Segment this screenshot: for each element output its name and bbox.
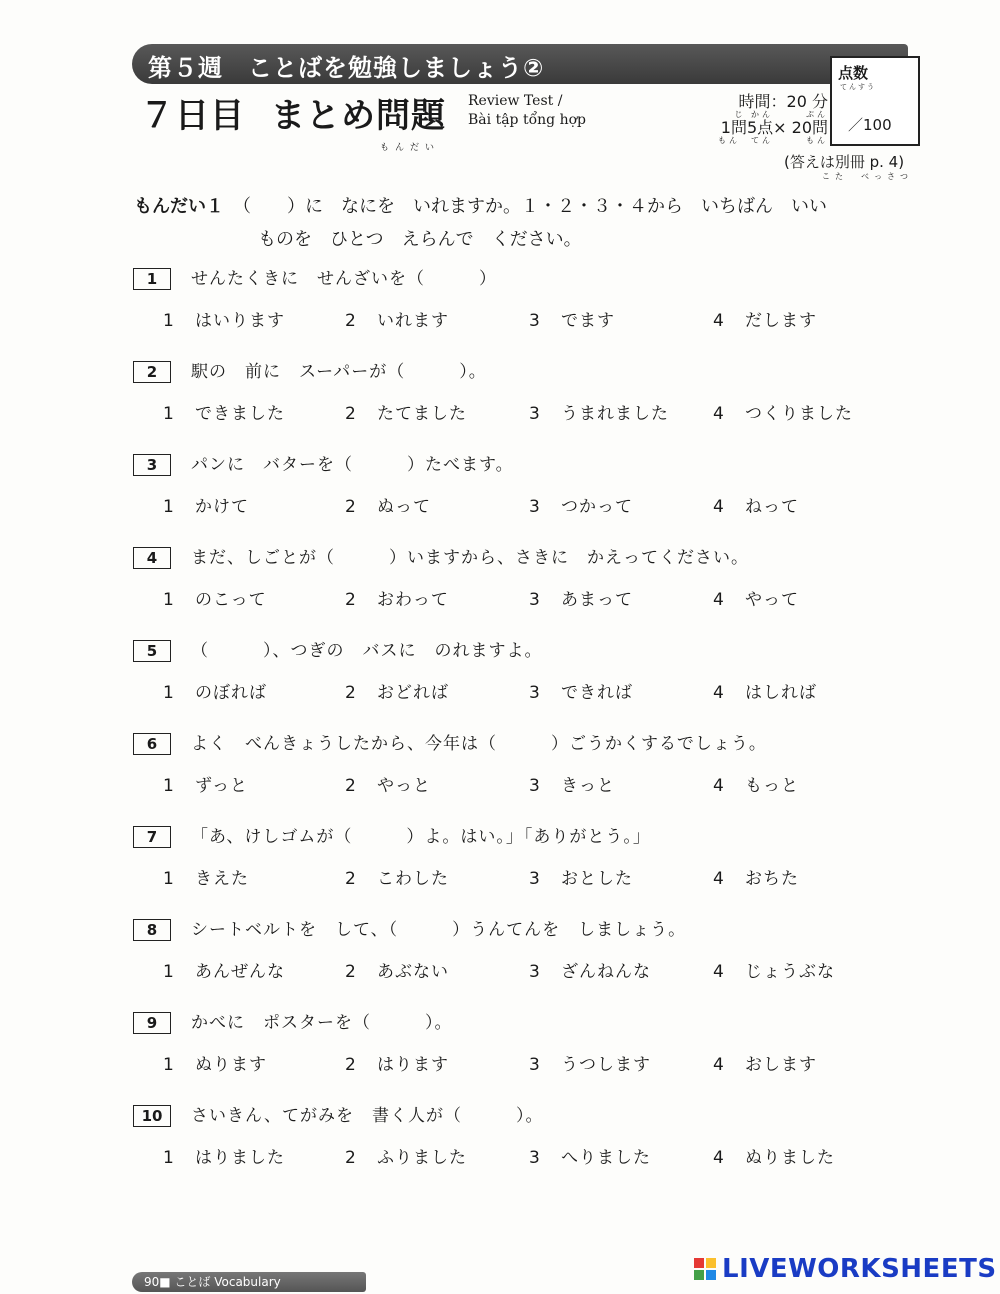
answer-choice[interactable]: [163, 1050, 267, 1075]
answer-choice[interactable]: [529, 771, 615, 796]
answer-choice[interactable]: [529, 492, 633, 517]
answer-choice[interactable]: [529, 678, 633, 703]
choice-number: 1: [163, 497, 175, 517]
answer-choice[interactable]: [713, 399, 853, 424]
banner-title: 第５週 ことばを勉強しましょう②: [148, 54, 545, 82]
choice-number: 4: [713, 497, 725, 517]
answer-choice[interactable]: [713, 1143, 835, 1168]
choice-number: 3: [529, 776, 541, 796]
choice-number: 3: [529, 683, 541, 703]
answer-choice[interactable]: [713, 1050, 817, 1075]
choice-number: 3: [529, 404, 541, 424]
choice-text: いれます: [377, 311, 449, 331]
time-label: 時間：20 分: [738, 92, 828, 111]
question-stem: 駅の 前に スーパーが（ ）。: [191, 362, 487, 382]
choice-text: ぬります: [195, 1055, 267, 1075]
choice-number: 2: [345, 311, 357, 331]
question-stem: シートベルトを して、（ ）うんてんを しましょう。: [191, 920, 687, 940]
choice-text: おちた: [745, 869, 799, 889]
choice-number: 1: [163, 311, 175, 331]
choice-number: 4: [713, 590, 725, 610]
choice-text: もっと: [745, 776, 799, 796]
choice-number: 4: [713, 404, 725, 424]
choice-number: 1: [163, 590, 175, 610]
choice-text: できれば: [561, 683, 633, 703]
choice-number: 4: [713, 776, 725, 796]
points-label: 1問5点× 20問: [720, 118, 828, 137]
choice-text: ずっと: [195, 776, 248, 796]
choice-text: ぬりました: [745, 1148, 835, 1168]
choice-text: おどれば: [377, 683, 449, 703]
question-item: [133, 268, 913, 362]
answer-reference: (答えは別冊 p. 4): [784, 153, 905, 171]
answer-choice[interactable]: [529, 585, 633, 610]
question-item: [133, 1105, 913, 1199]
answer-choice[interactable]: [345, 1050, 449, 1075]
choice-text: つくりました: [745, 404, 853, 424]
answer-choice[interactable]: [345, 1143, 467, 1168]
choice-number: 3: [529, 311, 541, 331]
choice-number: 4: [713, 962, 725, 982]
question-number: 9: [133, 1012, 171, 1034]
question-number: 6: [133, 733, 171, 755]
choice-text: おとした: [561, 869, 633, 889]
choice-number: 3: [529, 962, 541, 982]
choice-number: 1: [163, 869, 175, 889]
choice-text: はりました: [195, 1148, 285, 1168]
choice-text: はります: [377, 1055, 449, 1075]
choice-number: 2: [345, 776, 357, 796]
question-item: [133, 919, 913, 1013]
choice-text: うまれました: [561, 404, 669, 424]
answer-choice[interactable]: [713, 864, 799, 889]
choice-text: きえた: [195, 869, 249, 889]
answer-choice[interactable]: [345, 585, 449, 610]
choice-number: 2: [345, 869, 357, 889]
question-stem: 「あ、けしゴムが（ ）よ。はい。」「ありがとう。」: [191, 827, 651, 847]
choice-number: 2: [345, 1055, 357, 1075]
choice-text: ざんねんな: [561, 962, 651, 982]
choice-text: だします: [745, 311, 817, 331]
choice-number: 3: [529, 590, 541, 610]
time-info: [698, 94, 828, 146]
choice-number: 1: [163, 962, 175, 982]
choice-number: 2: [345, 683, 357, 703]
question-item: [133, 454, 913, 548]
choice-number: 4: [713, 1148, 725, 1168]
choice-text: きっと: [561, 776, 615, 796]
choice-text: あぶない: [377, 962, 449, 982]
question-stem: さいきん、てがみを 書く人が（ ）。: [191, 1106, 544, 1126]
choice-number: 2: [345, 1148, 357, 1168]
choice-text: やっと: [377, 776, 431, 796]
choice-text: かけて: [195, 497, 249, 517]
choice-text: おわって: [377, 590, 449, 610]
answer-choice[interactable]: [713, 771, 799, 796]
question-item: [133, 361, 913, 455]
choice-text: つかって: [561, 497, 633, 517]
answer-choice[interactable]: [345, 306, 449, 331]
answer-choice[interactable]: [163, 678, 267, 703]
question-number: 7: [133, 826, 171, 848]
answer-choice[interactable]: [163, 771, 248, 796]
answer-choice[interactable]: [713, 492, 799, 517]
choice-text: へりました: [561, 1148, 651, 1168]
choice-number: 4: [713, 683, 725, 703]
score-box[interactable]: [830, 56, 920, 146]
answer-choice[interactable]: [345, 864, 449, 889]
choice-number: 4: [713, 1055, 725, 1075]
answer-choice[interactable]: [529, 957, 651, 982]
choice-text: おします: [745, 1055, 817, 1075]
page-tab: 90■ ことば Vocabulary: [132, 1272, 366, 1292]
choice-text: あんぜんな: [195, 962, 285, 982]
answer-choice[interactable]: [163, 306, 285, 331]
choice-text: ねって: [745, 497, 799, 517]
question-item: [133, 733, 913, 827]
choice-number: 1: [163, 1055, 175, 1075]
question-stem: まだ、しごとが（ ）いますから、さきに かえってください。: [191, 548, 749, 568]
choice-text: のぼれば: [195, 683, 267, 703]
choice-number: 4: [713, 311, 725, 331]
question-number: 5: [133, 640, 171, 662]
instructions-line1: （ ）に なにを いれますか。１・２・３・４から いちばん いい: [242, 196, 827, 217]
subtitle-vi: Bài tập tổng hợp: [468, 112, 586, 128]
choice-number: 1: [163, 1148, 175, 1168]
answer-choice[interactable]: [529, 399, 669, 424]
answer-choice[interactable]: [163, 1143, 285, 1168]
answer-choice[interactable]: [345, 399, 467, 424]
subtitle-en: Review Test /: [468, 93, 563, 109]
instructions: [134, 190, 827, 224]
mondai-ruby: もんだい: [380, 143, 441, 153]
answer-choice[interactable]: [529, 864, 633, 889]
review-title: まとめ問題: [271, 96, 446, 136]
question-number: 8: [133, 919, 171, 941]
watermark-text: LIVEWORKSHEETS: [722, 1254, 997, 1284]
score-label: 点数: [838, 64, 869, 82]
answer-choice[interactable]: [529, 306, 615, 331]
question-stem: かべに ポスターを（ ）。: [191, 1013, 453, 1033]
answer-choice[interactable]: [345, 678, 449, 703]
choice-number: 1: [163, 776, 175, 796]
choice-text: たてました: [377, 404, 467, 424]
instructions-label: もんだい１: [134, 196, 224, 217]
liveworksheets-logo-icon: [694, 1258, 716, 1280]
choice-number: 1: [163, 683, 175, 703]
question-item: [133, 640, 913, 734]
instructions-line2: ものを ひとつ えらんで ください。: [258, 229, 582, 250]
answer-choice[interactable]: [163, 864, 249, 889]
answer-choice[interactable]: [163, 399, 285, 424]
choice-number: 2: [345, 590, 357, 610]
choice-text: でます: [561, 311, 615, 331]
choice-text: ふりました: [377, 1148, 467, 1168]
choice-text: やって: [745, 590, 799, 610]
choice-text: ぬって: [377, 497, 431, 517]
points-ruby: もん てん もん: [718, 136, 828, 145]
choice-text: じょうぶな: [745, 962, 835, 982]
choice-text: はしれば: [745, 683, 817, 703]
score-max: ／100: [848, 116, 892, 134]
question-number: 4: [133, 547, 171, 569]
question-stem: せんたくきに せんざいを（ ）: [191, 269, 497, 289]
answer-ruby: こた べっさつ: [822, 172, 913, 181]
answer-choice[interactable]: [163, 492, 249, 517]
answer-choice[interactable]: [713, 957, 835, 982]
answer-choice[interactable]: [345, 492, 431, 517]
choice-text: できました: [195, 404, 285, 424]
choice-text: あまって: [561, 590, 633, 610]
answer-choice[interactable]: [163, 957, 285, 982]
choice-number: 2: [345, 962, 357, 982]
choice-number: 2: [345, 404, 357, 424]
choice-number: 1: [163, 404, 175, 424]
answer-choice[interactable]: [345, 957, 449, 982]
choice-number: 3: [529, 1055, 541, 1075]
liveworksheets-watermark: [694, 1254, 997, 1284]
choice-text: うつします: [561, 1055, 651, 1075]
choice-number: 3: [529, 1148, 541, 1168]
choice-number: 2: [345, 497, 357, 517]
answer-choice[interactable]: [713, 306, 817, 331]
answer-choice[interactable]: [713, 585, 799, 610]
question-stem: パンに バターを（ ）たべます。: [191, 455, 514, 475]
question-number: 10: [133, 1105, 171, 1127]
question-item: [133, 547, 913, 641]
question-number: 2: [133, 361, 171, 383]
time-ruby: じ かん ぷん: [734, 110, 828, 119]
choice-text: こわした: [377, 869, 449, 889]
choice-text: はいります: [195, 311, 285, 331]
choice-number: 3: [529, 869, 541, 889]
choice-text: のこって: [195, 590, 267, 610]
question-stem: よく べんきょうしたから、今年は（ ）ごうかくするでしょう。: [191, 734, 767, 754]
day-title: [140, 88, 446, 137]
answer-choice[interactable]: [529, 1050, 651, 1075]
choice-number: 4: [713, 869, 725, 889]
answer-choice[interactable]: [529, 1143, 651, 1168]
question-number: 1: [133, 268, 171, 290]
answer-choice[interactable]: [345, 771, 431, 796]
question-item: [133, 826, 913, 920]
question-item: [133, 1012, 913, 1106]
question-stem: （ ）、つぎの バスに のれますよ。: [191, 641, 543, 661]
answer-choice[interactable]: [163, 585, 267, 610]
answer-choice[interactable]: [713, 678, 817, 703]
question-number: 3: [133, 454, 171, 476]
subtitle: [468, 92, 586, 130]
choice-number: 3: [529, 497, 541, 517]
day-label: ７日目: [140, 96, 245, 136]
score-ruby: てんすう: [840, 83, 876, 91]
